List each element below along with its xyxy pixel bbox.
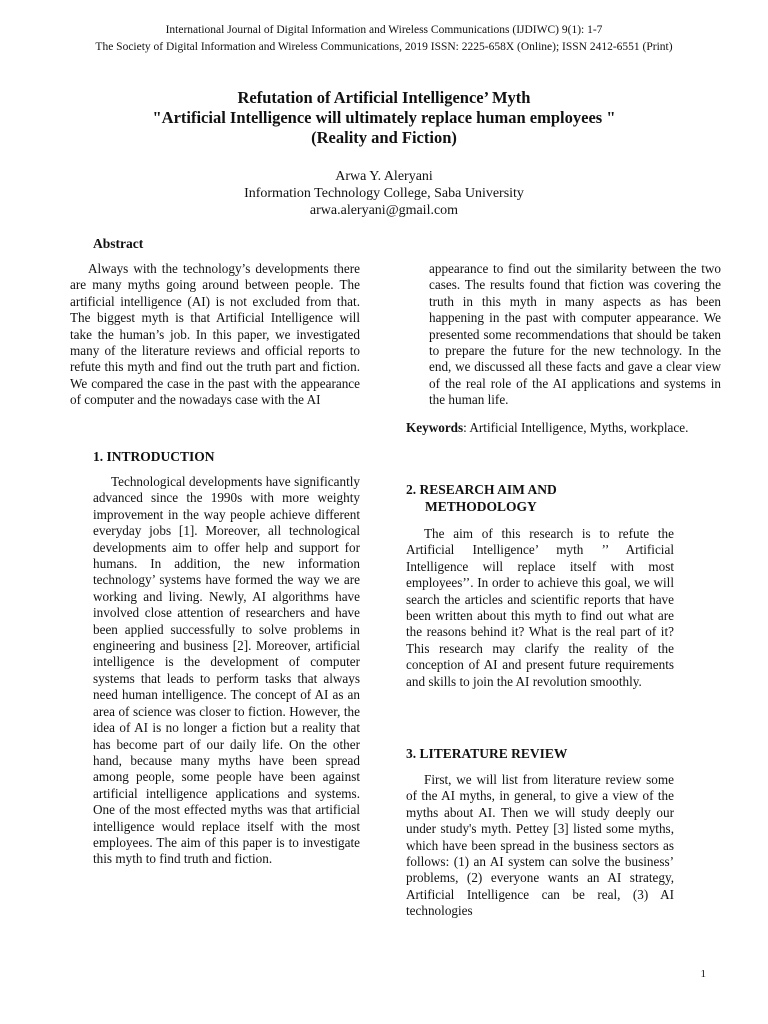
abstract-left-column <box>70 261 360 409</box>
author-email: arwa.aleryani@gmail.com <box>309 203 459 218</box>
abstract-right-column <box>429 261 721 409</box>
research-aim-column <box>406 526 674 690</box>
abstract-paragraph-left: Always with the technology’s developments there are many myths going around between people. The artificial intelligence (AI) is not excluded from that. The biggest myth is that Artificial Intelligence will take the human’s job. In this paper, we investigated many of the literature reviews and official reports to refute this myth and find out the truth part and fiction. We compared the case in the past with the appearance of computer and the nowadays case with the AI <box>70 261 360 408</box>
keywords <box>406 420 721 436</box>
keywords-text: : Artificial Intelligence, Myths, workplace. <box>463 420 689 435</box>
introduction-column <box>93 474 360 868</box>
paper-title-line-1: Refutation of Artificial Intelligence’ Myth <box>237 88 531 107</box>
literature-review-paragraph: First, we will list from literature review some of the AI myths, in general, to give a view of the myths about AI. Then we will study deeply our under study's myth. Pettey [3] listed some myths, which have been spread in the business sectors as follows: (1) an AI system can solve the business’ problems, (2) everyone wants an AI strategy, Artificial Intelligence can be real, (3) AI technologies <box>406 772 674 919</box>
literature-review-heading: 3. LITERATURE REVIEW <box>406 746 568 761</box>
paper-title-line-2: "Artificial Intelligence will ultimately replace human employees " <box>152 108 616 127</box>
abstract-heading: Abstract <box>93 236 144 251</box>
journal-header-line-1: International Journal of Digital Information and Wireless Communications (IJDIWC) 9(1): 1-7 <box>165 24 603 36</box>
research-aim-paragraph: The aim of this research is to refute the Artificial Intelligence’ myth ’’ Artificial Intelligence will replace itself with most employees’’. In order to achieve this goal, we will search the articles and scientific reports that have been written about this myth to find out what are the reasons behind it? What is the real part of it? This research may clarify the reality of the conception of AI and present future requirements and skills to join the AI revolution smoothly. <box>406 526 674 689</box>
author-name: Arwa Y. Aleryani <box>335 169 433 184</box>
research-aim-heading-line-2: METHODOLOGY <box>425 499 537 514</box>
research-aim-heading-line-1: 2. RESEARCH AIM AND <box>406 482 557 497</box>
page-number: 1 <box>700 968 706 980</box>
introduction-heading: 1. INTRODUCTION <box>93 449 215 464</box>
keywords-label: Keywords <box>406 420 464 435</box>
author-affiliation: Information Technology College, Saba University <box>244 186 524 201</box>
paper-title-line-3: (Reality and Fiction) <box>311 128 457 147</box>
abstract-paragraph-right: appearance to find out the similarity between the two cases. The results found that fiction was covering the truth in this myth in many aspects as has been happening in the past with computer appearance. We presented some recommendations that should be taken to prepare the future for the new technology. In the end, we discussed all these facts and gave a clear view of the real role of the AI applications and systems in the human life. <box>429 261 721 408</box>
journal-header-line-2: The Society of Digital Information and Wireless Communications, 2019 ISSN: 2225-658X (Online); ISSN 2412-6551 (Print) <box>95 41 673 53</box>
literature-review-column <box>406 772 674 920</box>
introduction-paragraph: Technological developments have significantly advanced since the 1990s with more weighty improvement in the way people achieve different everyday jobs [1]. Moreover, all technological developments aim to offer help and support for humans. In addition, the new information technology’ systems have formed the way we are working and living. Newly, AI algorithms have involved close attention of researchers and have been applied successfully to solve problems in engineering and business [2]. Moreover, artificial intelligence is the development of computer systems that leads to perform tasks that always need human intelligence. The concept of AI as an area of science was closer to fiction. However, the idea of AI is no longer a fiction but a reality that has become part of our daily life. On the other hand, because many myths have been spread among people, some people have been against artificial intelligence applications and systems. One of the most effected myths was that artificial intelligence would replace itself with the most employees. The aim of this paper is to investigate this myth to find truth and fiction. <box>93 474 360 867</box>
